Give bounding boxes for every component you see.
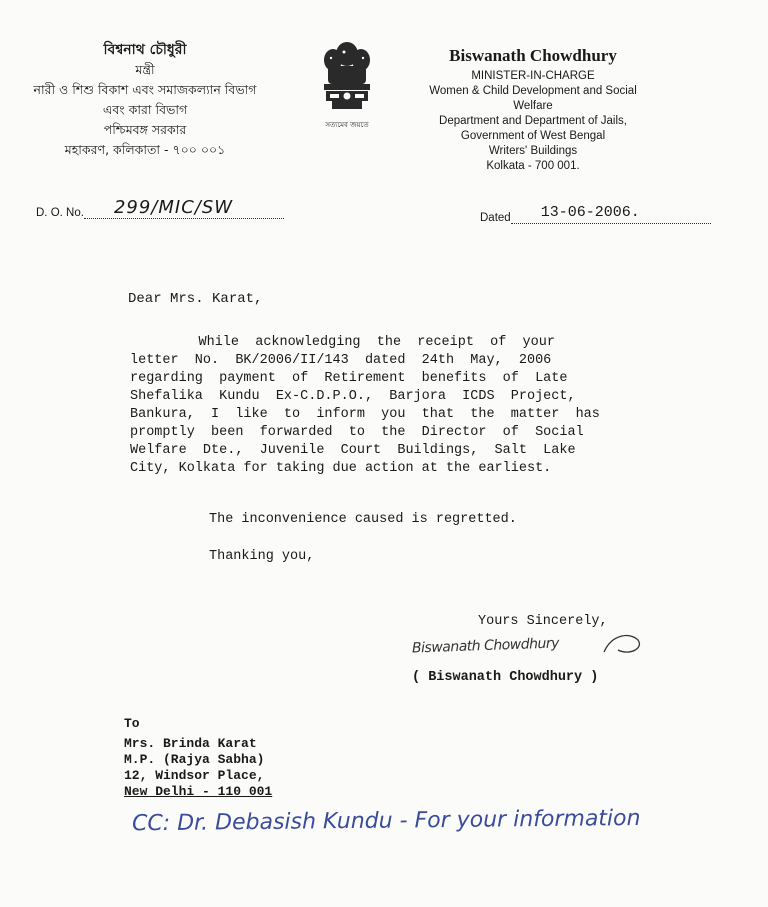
- body-line: City, Kolkata for taking due action at the earliest.: [130, 461, 552, 476]
- closing: Yours Sincerely,: [478, 614, 608, 629]
- regret-paragraph: The inconvenience caused is regretted.: [209, 512, 517, 527]
- recipient-block: [124, 716, 272, 800]
- body-line: While acknowledging the receipt of your: [158, 335, 555, 350]
- body-line: promptly been forwarded to the Director of Social: [130, 425, 584, 440]
- bengali-name: বিশ্বনাথ চৌধুরী: [103, 42, 187, 58]
- english-title: MINISTER-IN-CHARGE: [471, 70, 595, 82]
- body-line: Shefalika Kundu Ex-C.D.P.O., Barjora ICDS Project,: [130, 389, 576, 404]
- recipient-line: M.P. (Rajya Sabha): [124, 752, 265, 767]
- do-number-value: 299/MIC/SW: [84, 198, 284, 219]
- do-number-field: [36, 198, 284, 219]
- body-line: Bankura, I like to inform you that the matter has: [130, 407, 600, 422]
- english-dept-line1: Women & Child Development and Social Welfare: [429, 85, 637, 112]
- bengali-letterhead: [20, 40, 270, 160]
- to-label: To: [124, 716, 140, 731]
- date-value: 13-06-2006.: [511, 203, 711, 224]
- recipient-line: Mrs. Brinda Karat: [124, 736, 257, 751]
- english-letterhead: [418, 46, 648, 174]
- handwritten-cc-note: CC: Dr. Debasish Kundu - For your information: [131, 805, 641, 837]
- bengali-dept-line1: নারী ও শিশু বিকাশ এবং সমাজকল্যান বিভাগ: [33, 82, 257, 97]
- recipient-line: New Delhi - 110 001: [124, 784, 273, 799]
- bengali-address: মহাকরণ, কলিকাতা - ৭০০ ০০১: [64, 142, 226, 157]
- body-line: letter No. BK/2006/II/143 dated 24th May, 2006: [130, 353, 552, 368]
- english-name: Biswanath Chowdhury: [449, 46, 617, 65]
- handwritten-signature: Biswanath Chowdhury: [411, 635, 560, 657]
- signatory-name: ( Biswanath Chowdhury ): [412, 670, 599, 685]
- national-emblem: [312, 38, 382, 129]
- bengali-govt: পশ্চিমবঙ্গ সরকার: [103, 122, 187, 137]
- thanks-line: Thanking you,: [209, 549, 315, 564]
- emblem-motto: সত্যমেব জয়তে: [325, 121, 369, 129]
- date-field: [480, 203, 711, 224]
- do-number-label: D. O. No.: [36, 207, 84, 219]
- lion-capital-icon: [312, 38, 382, 112]
- salutation: Dear Mrs. Karat,: [128, 291, 263, 307]
- body-paragraph: [130, 334, 600, 478]
- bengali-title: মন্ত্রী: [135, 62, 155, 77]
- body-line: regarding payment of Retirement benefits of Late: [130, 371, 568, 386]
- english-govt: Government of West Bengal: [460, 130, 606, 142]
- recipient-line: 12, Windsor Place,: [124, 768, 265, 783]
- english-dept-line2: Department and Department of Jails,: [439, 115, 627, 127]
- english-building: Writers' Buildings: [488, 145, 578, 157]
- bengali-dept-line2: এবং কারা বিভাগ: [102, 102, 188, 117]
- signature-flourish-icon: [600, 630, 645, 660]
- english-city: Kolkata - 700 001.: [486, 160, 580, 172]
- date-label: Dated: [480, 212, 511, 224]
- body-line: Welfare Dte., Juvenile Court Buildings, Salt Lake: [130, 443, 576, 458]
